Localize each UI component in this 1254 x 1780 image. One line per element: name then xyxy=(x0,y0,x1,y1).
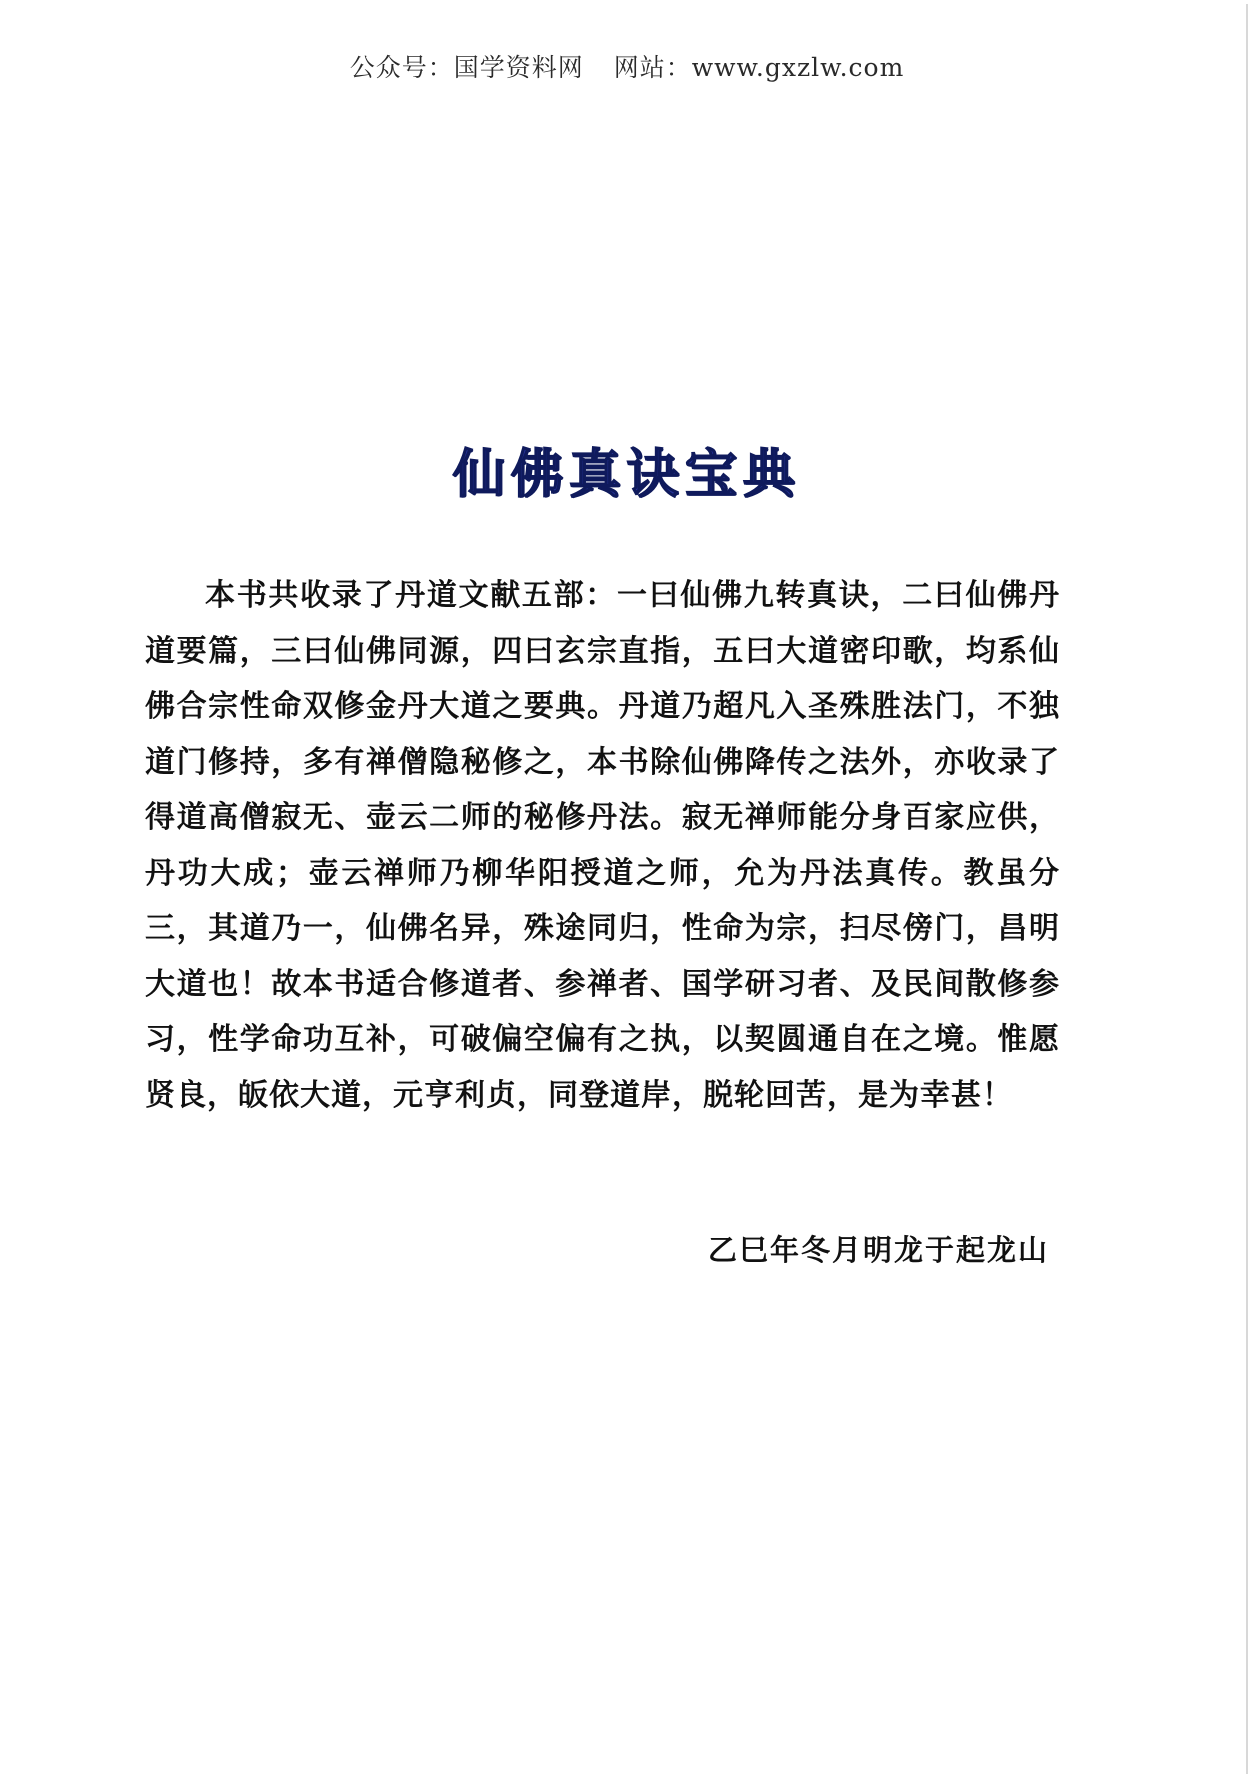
preface-paragraph: 本书共收录了丹道文献五部：一曰仙佛九转真诀，二曰仙佛丹道要篇，三曰仙佛同源，四曰玄宗直指，五曰大道密印歌，均系仙佛合宗性命双修金丹大道之要典。丹道乃超凡入圣殊胜法门，不独道门修持，多有禅僧隐秘修之，本书除仙佛降传之法外，亦收录了得道高僧寂无、壶云二师的秘修丹法。寂无禅师能分身百家应供，丹功大成；壶云禅师乃柳华阳授道之师，允为丹法真传。教虽分三，其道乃一，仙佛名异，殊途同归，性命为宗，扫尽傍门，昌明大道也！故本书适合修道者、参禅者、国学研习者、及民间散修参习，性学命功互补，可破偏空偏有之执，以契圆通自在之境。惟愿贤良，皈依大道，元亨利贞，同登道岸，脱轮回苦，是为幸甚！ xyxy=(145,578,1060,1113)
header-account: 公众号：国学资料网 xyxy=(349,53,584,82)
header-website: 网站：www.gxzlw.com xyxy=(613,53,905,82)
page-header xyxy=(0,48,1254,84)
page-title: 仙佛真诀宝典 xyxy=(452,444,801,505)
page-edge-line xyxy=(1246,4,1248,1774)
signature-line: 乙巳年冬月明龙于起龙山 xyxy=(707,1233,1049,1267)
